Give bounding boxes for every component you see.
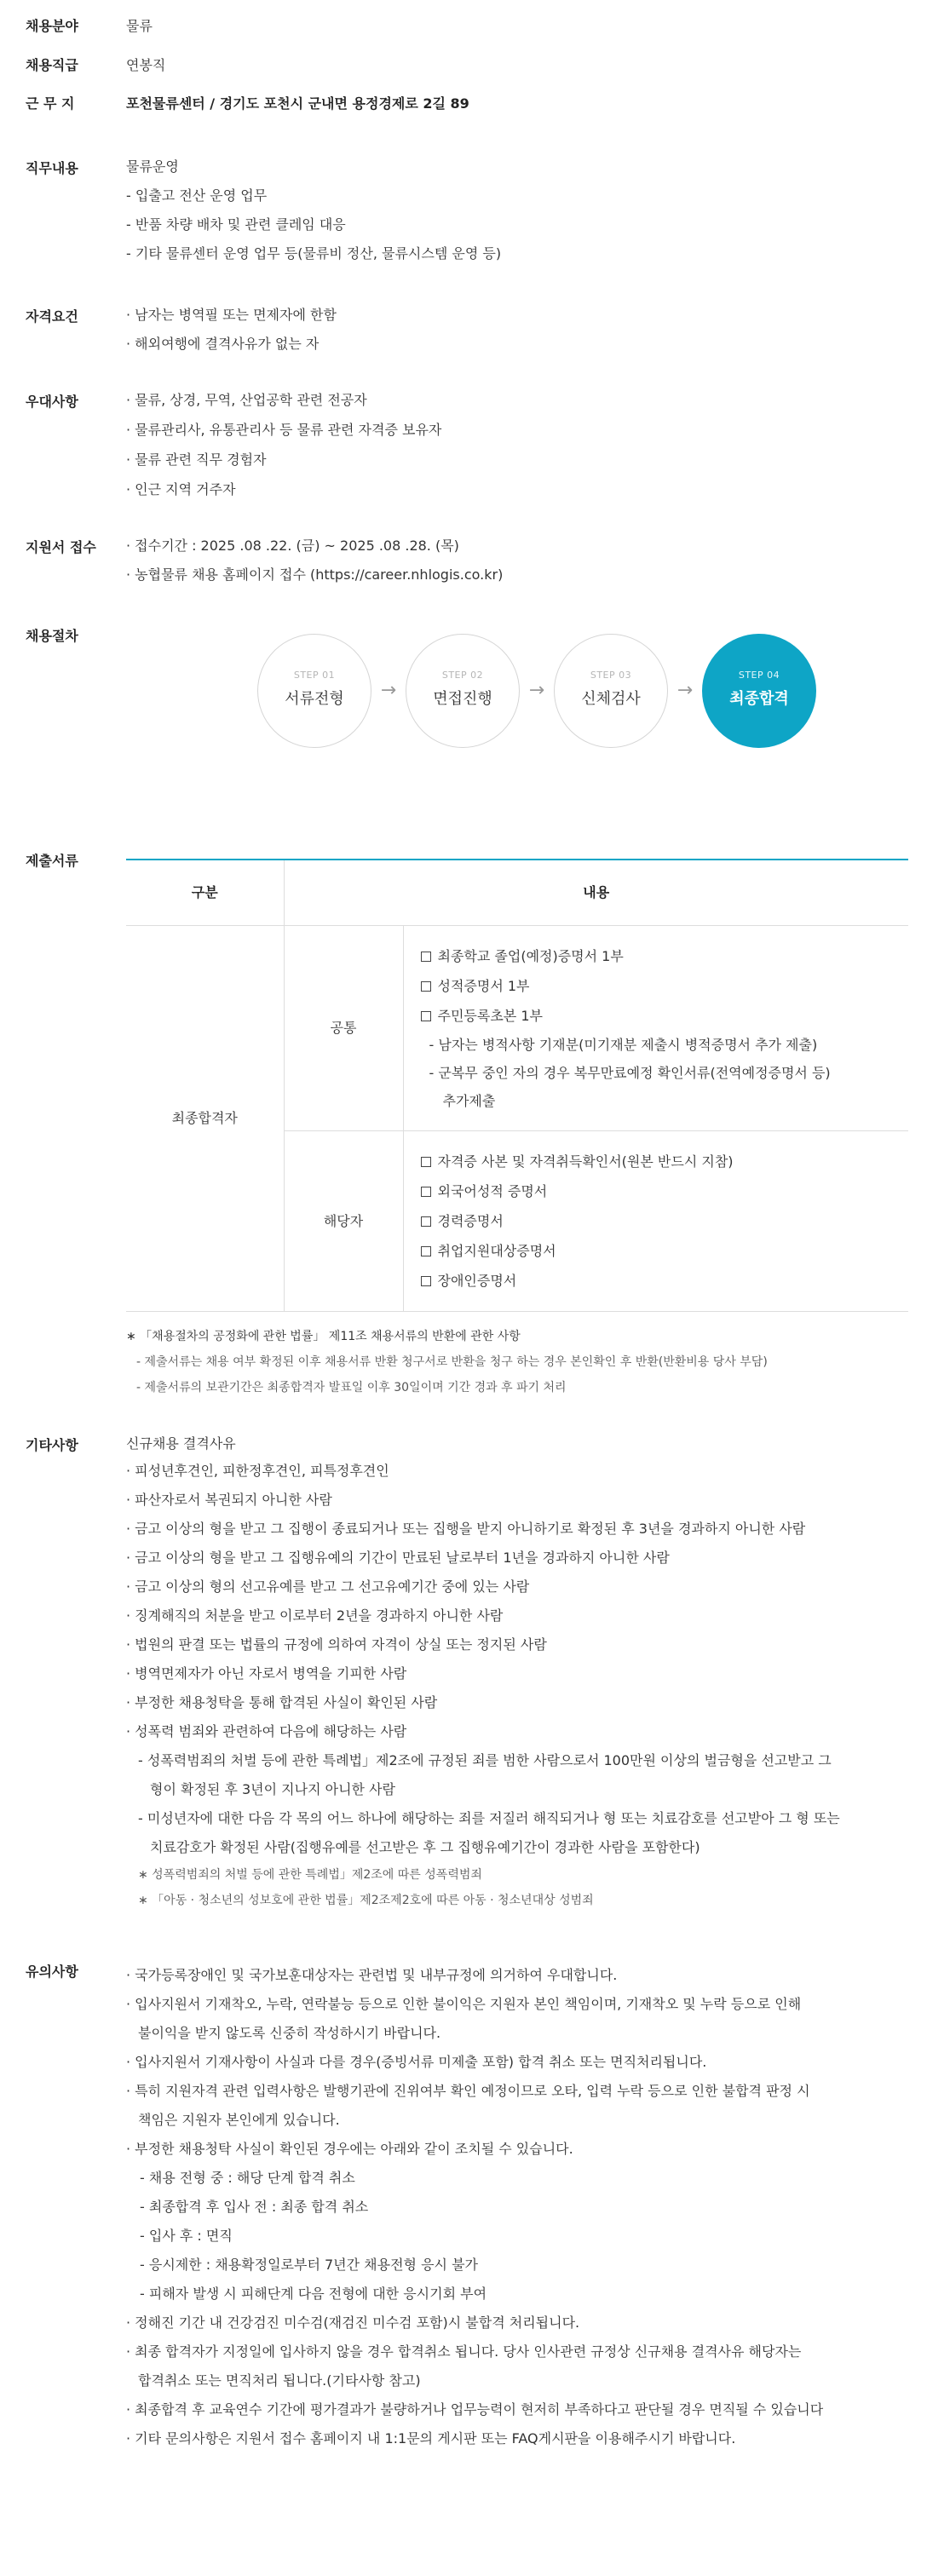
checkbox-icon [421,1216,431,1227]
doc-item: 외국어성적 증명서 [437,1183,548,1200]
caution-line: · 입사지원서 기재사항이 사실과 다를 경우(증빙서류 미제출 포함) 합격 취소 또는 면직처리됩니다. [126,2054,707,2071]
step-3 [554,634,668,748]
doc-item: 최종학교 졸업(예정)증명서 1부 [437,948,624,965]
etc-item: · 징계해직의 처분을 받고 이로부터 2년을 경과하지 아니한 사람 [126,1607,504,1624]
doc-footnote: - 제출서류는 채용 여부 확정된 이후 채용서류 반환 청구서로 반환을 청구 하는 경우 본인확인 후 반환(반환비용 당사 부담) [136,1355,768,1370]
checkbox-icon [421,1276,431,1286]
common-items [403,926,908,1131]
category-cell: 최종합격자 [126,926,284,1312]
doc-item: 취업지원대상증명서 [437,1243,556,1260]
caution-line: · 최종 합격자가 지정일에 입사하지 않을 경우 합격취소 됩니다. 당사 인사관련 규정상 신규채용 결격사유 해당자는 [126,2343,802,2360]
preference-item: · 인근 지역 거주자 [126,480,236,497]
common-label: 공통 [284,926,403,1131]
applicable-label: 해당자 [284,1131,403,1312]
step-number: STEP 02 [441,670,484,681]
etc-item: · 파산자로서 복권되지 아니한 사람 [126,1492,332,1509]
etc-footnote: ∗ 성폭력범죄의 처벌 등에 관한 특례법」제2조에 따른 성폭력범죄 [138,1868,482,1883]
doc-note: - 남자는 병적사항 기재분(미기재분 제출시 병적증명서 추가 제출) [429,1037,818,1054]
documents-row [26,850,908,1401]
duty-label: 직무내용 [26,159,78,176]
doc-item: 장애인증명서 [437,1273,517,1290]
etc-subitem: 형이 확정된 후 3년이 지나지 아니한 사람 [150,1781,395,1798]
caution-line: 불이익을 받지 않도록 신중히 작성하시기 바랍니다. [138,2025,441,2042]
step-name: 최종합격 [729,690,789,709]
process-steps [126,625,908,748]
caution-line: - 응시제한 : 채용확정일로부터 7년간 채용전형 응시 불가 [140,2257,478,2274]
qualification-label: 자격요건 [26,308,78,325]
preference-item: · 물류관리사, 유통관리사 등 물류 관련 자격증 보유자 [126,421,442,438]
caution-label: 유의사항 [26,1964,78,1981]
step-number: STEP 03 [590,670,632,681]
duty-item: - 반품 차량 배차 및 관련 클레임 대응 [126,216,346,233]
location-value: 포천물류센터 / 경기도 포천시 군내면 용정경제로 2길 89 [126,95,469,112]
etc-subitem: 치료감호가 확정된 사람(집행유예를 선고받은 후 그 집행유예기간이 경과한 사람을 포함한다) [150,1839,700,1856]
process-label: 채용절차 [26,627,78,644]
step-1 [257,634,371,748]
preference-item: · 물류, 상경, 무역, 산업공학 관련 전공자 [126,391,367,408]
doc-item: 주민등록초본 1부 [437,1008,543,1025]
checkbox-icon [421,1011,431,1021]
preference-row [26,391,908,499]
grade-value: 연봉직 [126,56,166,73]
step-number: STEP 04 [738,670,780,681]
etc-row [26,1435,908,1913]
apply-row [26,537,908,584]
preference-label: 우대사항 [26,393,78,410]
etc-item: · 부정한 채용청탁을 통해 합격된 사실이 확인된 사람 [126,1694,438,1711]
qualification-item: · 해외여행에 결격사유가 없는 자 [126,335,320,352]
field-value: 물류 [126,18,153,34]
apply-homepage: · 농협물류 채용 홈페이지 접수 (https://career.nhlogis.co.kr) [126,566,504,583]
step-name: 면접진행 [433,690,492,709]
caution-line: - 채용 전형 중 : 해당 단계 합격 취소 [140,2170,355,2187]
apply-period: · 접수기간 : 2025 .08 .22. (금) ~ 2025 .08 .28. (목) [126,537,459,554]
doc-footnote: - 제출서류의 보관기간은 최종합격자 발표일 이후 30일이며 기간 경과 후 파기 처리 [136,1381,567,1395]
caution-line: · 국가등록장애인 및 국가보훈대상자는 관련법 및 내부규정에 의거하여 우대합니다. [126,1967,618,1984]
documents-notes [126,1312,908,1400]
apply-label: 지원서 접수 [26,538,96,555]
step-name: 서류전형 [285,690,344,709]
etc-label: 기타사항 [26,1437,78,1454]
etc-title: 신규채용 결격사유 [126,1435,236,1452]
caution-line: 합격취소 또는 면직처리 됩니다.(기타사항 참고) [138,2372,421,2389]
checkbox-icon [421,1246,431,1256]
caution-line: · 특히 지원자격 관련 입력사항은 발행기관에 진위여부 확인 예정이므로 오타, 입력 누락 등으로 인한 불합격 판정 시 [126,2083,810,2100]
etc-subitem: - 미성년자에 대한 다음 각 목의 어느 하나에 해당하는 죄를 저질러 해직되거나 형 또는 치료감호를 선고받아 그 형 또는 [138,1810,840,1827]
duty-row [26,158,908,268]
etc-footnote: ∗ 「아동 · 청소년의 성보호에 관한 법률」제2조제2호에 따른 아동 · 청소년대상 성범죄 [138,1894,594,1908]
field-row [26,15,908,37]
caution-line: 책임은 지원자 본인에게 있습니다. [138,2112,340,2129]
arrow-right-icon: → [380,680,397,702]
arrow-right-icon: → [528,680,545,702]
checkbox-icon [421,1187,431,1197]
location-row [26,93,908,115]
duty-item: - 입출고 전산 운영 업무 [126,187,268,204]
arrow-right-icon: → [677,680,694,702]
etc-item: · 금고 이상의 형을 받고 그 집행유예의 기간이 만료된 날로부터 1년을 경과하지 아니한 사람 [126,1550,670,1567]
etc-item: · 성폭력 범죄와 관련하여 다음에 해당하는 사람 [126,1723,407,1740]
doc-item: 경력증명서 [437,1213,504,1230]
process-row [26,625,908,748]
caution-line: - 피해자 발생 시 피해단계 다음 전형에 대한 응시기회 부여 [140,2286,487,2303]
duty-item: - 기타 물류센터 운영 업무 등(물류비 정산, 물류시스템 운영 등) [126,244,502,262]
table-row [126,926,908,1131]
grade-row [26,55,908,77]
qualification-item: · 남자는 병역필 또는 면제자에 한함 [126,306,337,323]
caution-line: · 부정한 채용청탁 사실이 확인된 경우에는 아래와 같이 조치될 수 있습니다. [126,2141,573,2158]
doc-item: 자격증 사본 및 자격취득확인서(원본 반드시 지참) [437,1153,734,1170]
documents-label: 제출서류 [26,852,78,869]
etc-subitem: - 성폭력범죄의 처벌 등에 관한 특례법」제2조에 규정된 죄를 범한 사람으로서 100만원 이상의 벌금형을 선고받고 그 [138,1752,832,1769]
caution-line: · 기타 문의사항은 지원서 접수 홈페이지 내 1:1문의 게시판 또는 FAQ게시판을 이용해주시기 바랍니다. [126,2430,736,2447]
etc-item: · 피성년후견인, 피한정후견인, 피특정후견인 [126,1463,389,1480]
caution-line: - 입사 후 : 면직 [140,2228,233,2245]
doc-note-cont: 추가제출 [442,1093,496,1110]
table-header: 내용 [284,860,908,926]
etc-item: · 병역면제자가 아닌 자로서 병역을 기피한 사람 [126,1665,407,1682]
field-label: 채용분야 [26,18,78,34]
doc-item: 성적증명서 1부 [437,978,530,995]
grade-label: 채용직급 [26,56,78,73]
checkbox-icon [421,952,431,962]
etc-item: · 금고 이상의 형의 선고유예를 받고 그 선고유예기간 중에 있는 사람 [126,1578,530,1596]
checkbox-icon [421,1157,431,1167]
location-label: 근 무 지 [26,95,75,112]
caution-line: · 입사지원서 기재착오, 누락, 연락불능 등으로 인한 불이익은 지원자 본인 책임이며, 기재착오 및 누락 등으로 인해 [126,1996,802,2013]
checkbox-icon [421,981,431,992]
documents-table [126,859,908,1313]
duty-title: 물류운영 [126,158,179,175]
qualification-row [26,306,908,354]
caution-row [26,1961,908,2453]
caution-line: - 최종합격 후 입사 전 : 최종 합격 취소 [140,2199,369,2216]
step-number: STEP 01 [293,670,336,681]
doc-note: - 군복무 중인 자의 경우 복무만료예정 확인서류(전역예정증명서 등) [429,1065,831,1082]
caution-line: · 정해진 기간 내 건강검진 미수검(재검진 미수검 포함)시 불합격 처리됩니다. [126,2314,580,2332]
preference-item: · 물류 관련 직무 경험자 [126,451,267,468]
etc-item: · 금고 이상의 형을 받고 그 집행이 종료되거나 또는 집행을 받지 아니하기로 확정된 후 3년을 경과하지 아니한 사람 [126,1521,806,1538]
doc-footnote: ∗ 「채용절차의 공정화에 관한 법률」 제11조 채용서류의 반환에 관한 사항 [126,1330,521,1344]
etc-item: · 법원의 판결 또는 법률의 규정에 의하여 자격이 상실 또는 정지된 사람 [126,1636,547,1653]
applicable-items [403,1131,908,1312]
caution-line: · 최종합격 후 교육연수 기간에 평가결과가 불량하거나 업무능력이 현저히 부족하다고 판단될 경우 면직될 수 있습니다 [126,2401,824,2418]
step-name: 신체검사 [581,690,641,709]
step-2 [406,634,520,748]
table-header: 구분 [126,860,284,926]
step-4-active [702,634,816,748]
